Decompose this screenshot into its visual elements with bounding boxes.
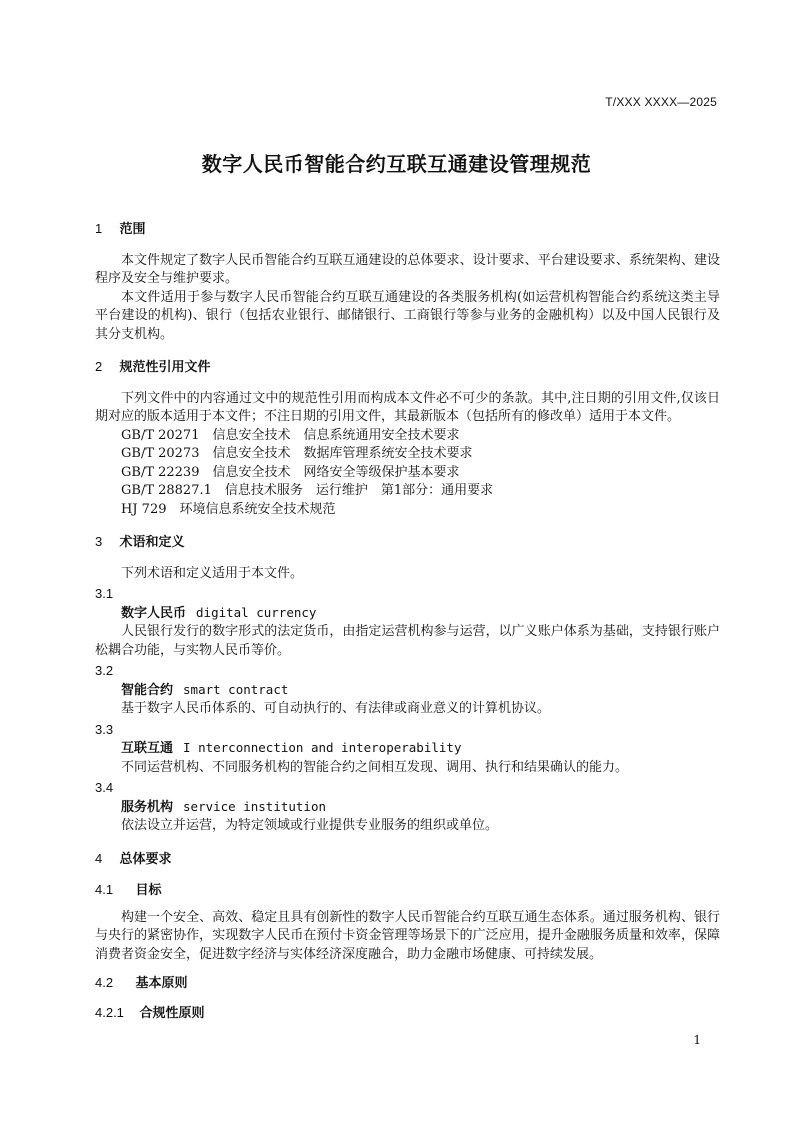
- term-en: I nterconnection and interoperability: [183, 740, 462, 755]
- section-title: 范围: [119, 222, 146, 237]
- term-entry: [95, 779, 720, 836]
- section-heading: [95, 533, 720, 553]
- term-en: service institution: [183, 798, 327, 814]
- section-normative-references: [95, 358, 720, 519]
- section-heading: [95, 358, 720, 378]
- reference-item: GB/T 22239 信息安全技术 网络安全等级保护基本要求: [121, 464, 460, 480]
- term-title: [95, 798, 720, 818]
- section-title: 术语和定义: [119, 535, 185, 550]
- section-number: 2: [95, 359, 103, 374]
- term-definition: 人民银行发行的数字形式的法定货币，由指定运营机构参与运营，以广义账户体系为基础，支持银行账户松耦合功能，与实物人民币等价。: [95, 624, 720, 658]
- section-number: 3: [95, 534, 103, 549]
- paragraph: 构建一个安全、高效、稳定且具有创新性的数字人民币智能合约互联互通生态体系。通过服务机构、银行与央行的紧密协作，实现数字人民币在预付卡资金管理等场景下的广泛应用，提升金融服务质量和效率，保障消费者资金安全，促进数字经济与实体经济深度融合，助力金融市场健康、可持续发展。: [95, 909, 720, 962]
- section-heading: [95, 850, 720, 870]
- paragraph: 本文件适用于参与数字人民币智能合约互联互通建设的各类服务机构(如运营机构智能合约系统这类主导平台建设的机构)、银行（包括农业银行、邮储银行、工商银行等参与业务的金融机构）以及中国人民银行及其分支机构。: [95, 289, 720, 342]
- term-zh: 服务机构: [121, 799, 174, 815]
- subsection-title: 基本原则: [135, 976, 188, 991]
- term-title: [95, 604, 720, 624]
- subsection-title: 目标: [135, 883, 162, 898]
- paragraph: 下列文件中的内容通过文中的规范性引用而构成本文件必不可少的条款。其中,注日期的引用文件,仅该日期对应的版本适用于本文件；不注日期的引用文件，其最新版本（包括所有的修改单）适用于本文件。: [95, 390, 720, 424]
- standard-number: T/XXX XXXX—2025: [605, 95, 717, 109]
- subsection-heading: [95, 974, 720, 994]
- term-number: 3.4: [95, 780, 114, 795]
- document-title: 数字人民币智能合约互联互通建设管理规范: [201, 152, 592, 176]
- term-entry: [95, 721, 720, 778]
- term-zh: 智能合约: [121, 682, 174, 698]
- section-scope: [95, 220, 720, 344]
- section-title: 规范性引用文件: [119, 360, 211, 375]
- term-number: 3.1: [95, 586, 114, 601]
- paragraph: 下列术语和定义适用于本文件。: [121, 565, 304, 581]
- term-number: 3.2: [95, 663, 114, 678]
- reference-list: [95, 427, 720, 520]
- document-body: [95, 206, 720, 1031]
- term-entry: [95, 662, 720, 719]
- term-en: smart contract: [183, 681, 289, 697]
- term-definition: 依法设立并运营，为特定领域或行业提供专业服务的组织或单位。: [121, 818, 499, 833]
- section-general-requirements: [95, 850, 720, 1024]
- reference-item: GB/T 20273 信息安全技术 数据库管理系统安全技术要求: [121, 446, 473, 461]
- section-heading: [95, 220, 720, 240]
- term-definition: 基于数字人民币体系的、可自动执行的、有法律或商业意义的计算机协议。: [121, 701, 551, 716]
- term-definition: 不同运营机构、不同服务机构的智能合约之间相互发现、调用、执行和结果确认的能力。: [121, 759, 629, 775]
- reference-item: HJ 729 环境信息系统安全技术规范: [121, 501, 336, 517]
- subsection-number: 4.2: [95, 975, 114, 990]
- section-number: 1: [95, 221, 103, 236]
- page-number: 1: [693, 1033, 701, 1047]
- reference-item: GB/T 28827.1 信息技术服务 运行维护 第1部分：通用要求: [121, 483, 494, 498]
- term-en: digital currency: [196, 604, 317, 620]
- subsubsection-title: 合规性原则: [139, 1005, 205, 1021]
- term-title: [95, 681, 720, 701]
- subsection-heading: [95, 881, 720, 901]
- term-entry: [95, 585, 720, 660]
- section-number: 4: [95, 850, 103, 866]
- subsection-number: 4.1: [95, 882, 114, 897]
- reference-item: GB/T 20271 信息安全技术 信息系统通用安全技术要求: [121, 427, 460, 443]
- subsubsection-heading: [95, 1004, 720, 1024]
- term-title: [95, 739, 720, 759]
- term-zh: 互联互通: [121, 741, 174, 756]
- section-title: 总体要求: [119, 851, 172, 867]
- subsubsection-number: 4.2.1: [95, 1004, 124, 1020]
- section-terms-definitions: [95, 533, 720, 836]
- paragraph: 本文件规定了数字人民币智能合约互联互通建设的总体要求、设计要求、平台建设要求、系统架构、建设程序及安全与维护要求。: [95, 252, 720, 286]
- term-zh: 数字人民币: [121, 605, 187, 621]
- term-number: 3.3: [95, 721, 114, 737]
